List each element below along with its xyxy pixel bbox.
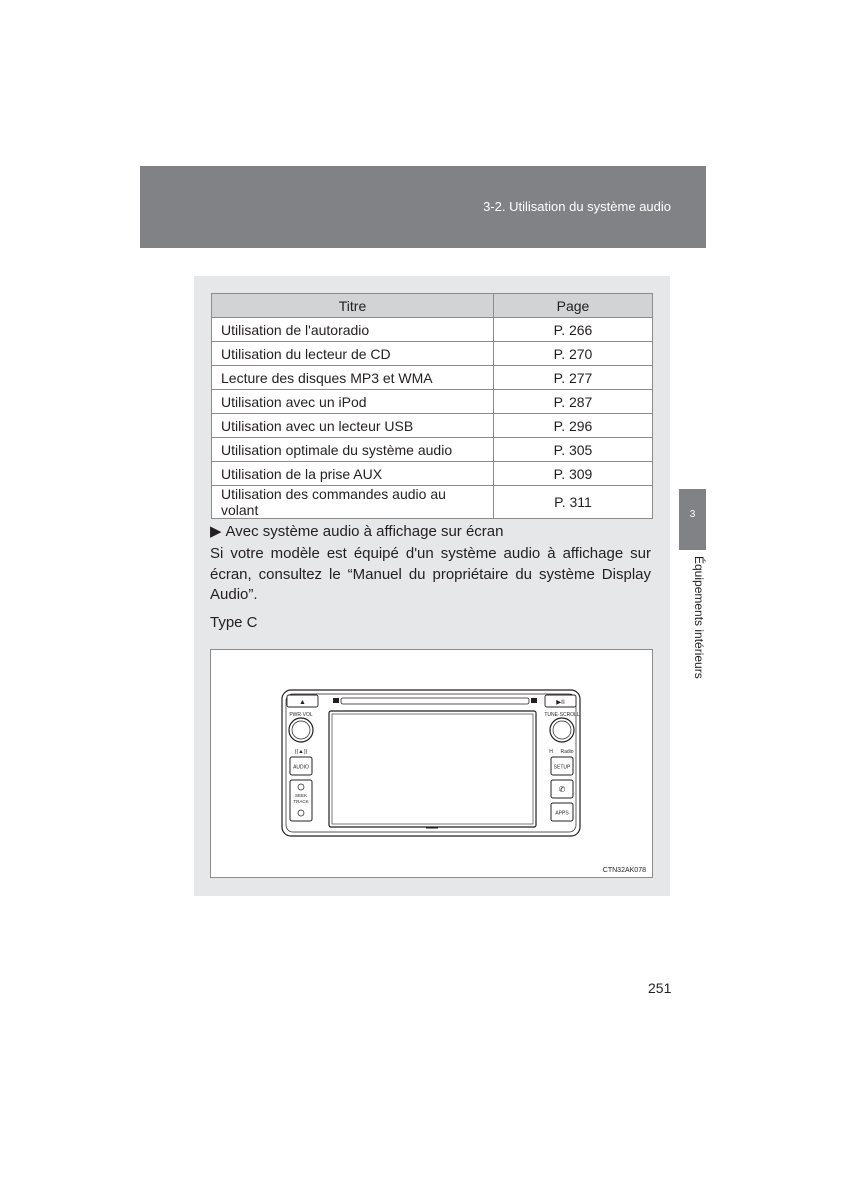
hazard-label: ((▲)) [294,749,308,755]
radio-label: Radio [560,749,574,755]
pwr-vol-knob [289,718,313,742]
track-label: TRACK [293,799,309,804]
row-title: Utilisation de l'autoradio [212,318,494,342]
row-title: Utilisation du lecteur de CD [212,342,494,366]
table-row [212,342,653,366]
column-header-page: Page [494,294,653,318]
table-row [212,318,653,342]
table-header-row [212,294,653,318]
contents-table [211,293,653,519]
row-page: P. 309 [494,462,653,486]
hd-icon: H [549,749,553,755]
row-title: Utilisation de la prise AUX [212,462,494,486]
column-header-title: Titre [212,294,494,318]
head-unit-illustration [211,650,652,877]
chapter-label: Équipements intérieurs [692,556,706,679]
row-page: P. 305 [494,438,653,462]
row-title: Utilisation avec un iPod [212,390,494,414]
content-panel [194,276,670,896]
chapter-number: 3 [689,509,696,520]
row-title: Lecture des disques MP3 et WMA [212,366,494,390]
tune-scroll-label: TUNE·SCROLL [544,712,580,718]
chapter-tab [679,489,706,550]
apps-label: APPS [555,810,569,817]
section-title: 3-2. Utilisation du système audio [483,199,671,214]
page-number: 251 [648,980,672,996]
disc-slot [341,698,529,704]
seek-label: SEEK [294,793,308,798]
subheading-text: Avec système audio à affichage sur écran [225,523,504,540]
table-row [212,462,653,486]
slot-indicator-right [531,698,537,703]
row-title: Utilisation des commandes audio au volant [212,486,494,519]
row-title: Utilisation avec un lecteur USB [212,414,494,438]
head-unit-figure [210,649,653,878]
body-paragraph: Si votre modèle est équipé d'un système audio à affichage sur écran, consultez le “Manuel du propriétaire du système Display Audio”. [210,545,651,603]
row-page: P. 270 [494,342,653,366]
pwr-vol-label: PWR·VOL [289,712,313,718]
tune-scroll-knob [550,718,574,742]
phone-icon: ✆ [558,785,566,794]
row-page: P. 266 [494,318,653,342]
figure-code: CTN32AK078 [602,867,646,874]
audio-label: AUDIO [293,764,309,771]
section-subheading [210,522,504,540]
slot-indicator-left [333,698,339,703]
table-row [212,366,653,390]
display-screen [329,711,536,827]
play-pause-icon: ▶II [556,699,565,706]
table-row [212,390,653,414]
header-band [140,166,706,248]
table-row [212,414,653,438]
table-row [212,438,653,462]
row-page: P. 287 [494,390,653,414]
eject-icon: ▲ [299,699,306,706]
row-page: P. 311 [494,486,653,519]
type-label: Type C [210,614,258,631]
triangle-marker-icon: ▶ [210,523,222,540]
row-title: Utilisation optimale du système audio [212,438,494,462]
row-page: P. 277 [494,366,653,390]
table-row [212,486,653,519]
setup-label: SETUP [553,764,571,771]
row-page: P. 296 [494,414,653,438]
